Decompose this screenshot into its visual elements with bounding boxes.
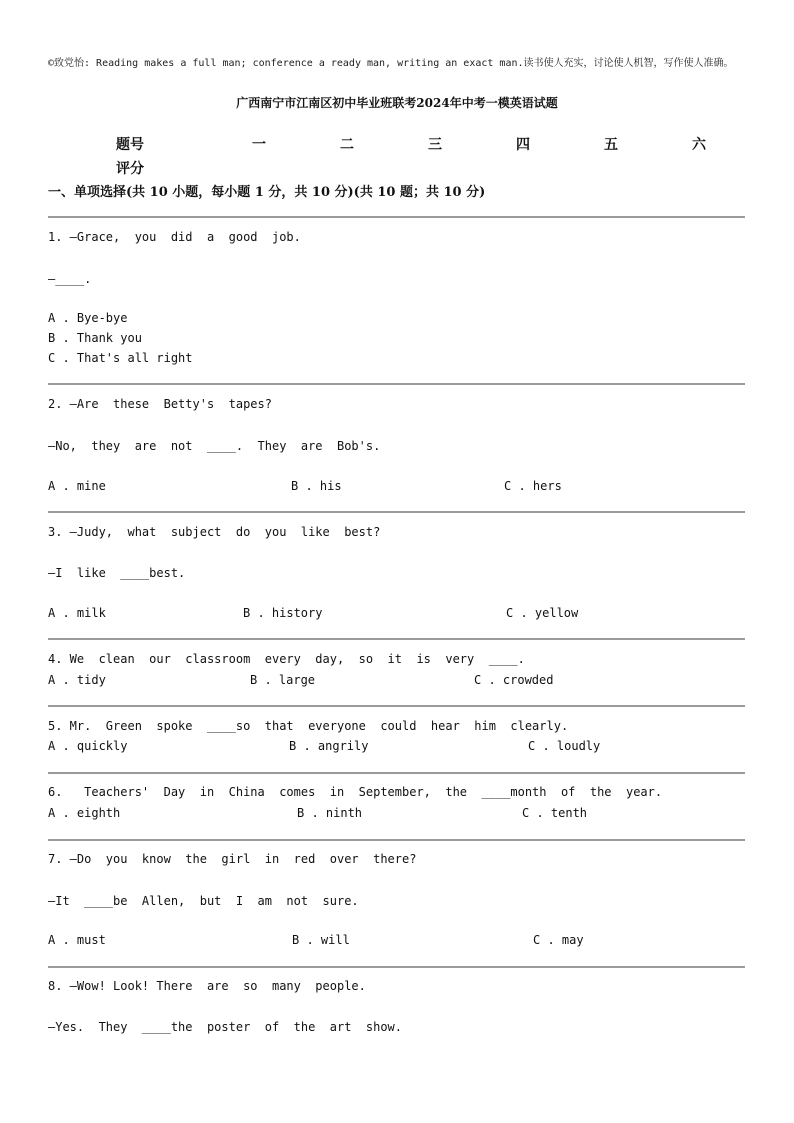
- option-a[interactable]: A . must: [48, 933, 106, 947]
- option-c[interactable]: C . That's all right: [48, 351, 193, 365]
- divider: [48, 839, 745, 841]
- option-c[interactable]: C . loudly: [528, 739, 601, 753]
- divider: [48, 638, 745, 640]
- score-label-question-number: 题号: [116, 137, 144, 153]
- question-stem: 5. Mr. Green spoke ____so that everyone could hear him clearly.: [48, 719, 569, 733]
- header-quote: ©致党怡: Reading makes a full man; conference a ready man, writing an exact man.读书使人充实，讨论使人机智，写作使人准确。: [48, 58, 734, 69]
- divider: [48, 216, 745, 218]
- option-a[interactable]: A . Bye-bye: [48, 311, 128, 325]
- option-a[interactable]: A . mine: [48, 479, 106, 493]
- question-stem: 8. —Wow! Look! There are so many people.: [48, 979, 366, 993]
- question-stem: 6. Teachers' Day in China comes in September, the ____month of the year.: [48, 785, 663, 799]
- question-reply: —Yes. They ____the poster of the art show.: [48, 1020, 403, 1034]
- option-a[interactable]: A . quickly: [48, 739, 128, 753]
- option-b[interactable]: B . will: [292, 933, 350, 947]
- question-reply: —No, they are not ____. They are Bob's.: [48, 439, 381, 453]
- score-column-1: 一: [252, 137, 266, 153]
- score-column-4: 四: [516, 137, 530, 153]
- option-b[interactable]: B . his: [291, 479, 342, 493]
- option-c[interactable]: C . tenth: [522, 806, 588, 820]
- option-a[interactable]: A . milk: [48, 606, 106, 620]
- question-reply: —I like ____best.: [48, 566, 186, 580]
- option-c[interactable]: C . yellow: [506, 606, 579, 620]
- option-b[interactable]: B . angrily: [289, 739, 369, 753]
- score-label-score: 评分: [116, 161, 144, 177]
- score-column-3: 三: [428, 137, 442, 153]
- question-reply: —____.: [48, 272, 92, 286]
- option-b[interactable]: B . ninth: [297, 806, 363, 820]
- divider: [48, 511, 745, 513]
- question-stem: 3. —Judy, what subject do you like best?: [48, 525, 381, 539]
- page-title: 广西南宁市江南区初中毕业班联考2024年中考一模英语试题: [236, 96, 558, 110]
- score-table: [0, 134, 794, 154]
- question-stem: 1. —Grace, you did a good job.: [48, 230, 301, 244]
- score-column-6: 六: [692, 137, 706, 153]
- option-a[interactable]: A . tidy: [48, 673, 106, 687]
- option-b[interactable]: B . large: [250, 673, 316, 687]
- score-column-5: 五: [604, 137, 618, 153]
- divider: [48, 772, 745, 774]
- score-column-2: 二: [340, 137, 354, 153]
- option-a[interactable]: A . eighth: [48, 806, 121, 820]
- divider: [48, 705, 745, 707]
- question-reply: —It ____be Allen, but I am not sure.: [48, 894, 359, 908]
- option-c[interactable]: C . crowded: [474, 673, 554, 687]
- question-stem: 7. —Do you know the girl in red over there?: [48, 852, 417, 866]
- question-stem: 2. —Are these Betty's tapes?: [48, 397, 272, 411]
- divider: [48, 383, 745, 385]
- option-b[interactable]: B . history: [243, 606, 323, 620]
- option-c[interactable]: C . may: [533, 933, 584, 947]
- question-stem: 4. We clean our classroom every day, so it is very ____.: [48, 652, 525, 666]
- option-b[interactable]: B . Thank you: [48, 331, 142, 345]
- section-heading: 一、单项选择(共 10 小题，每小题 1 分，共 10 分)(共 10 题；共 10 分): [48, 185, 486, 200]
- divider: [48, 966, 745, 968]
- option-c[interactable]: C . hers: [504, 479, 562, 493]
